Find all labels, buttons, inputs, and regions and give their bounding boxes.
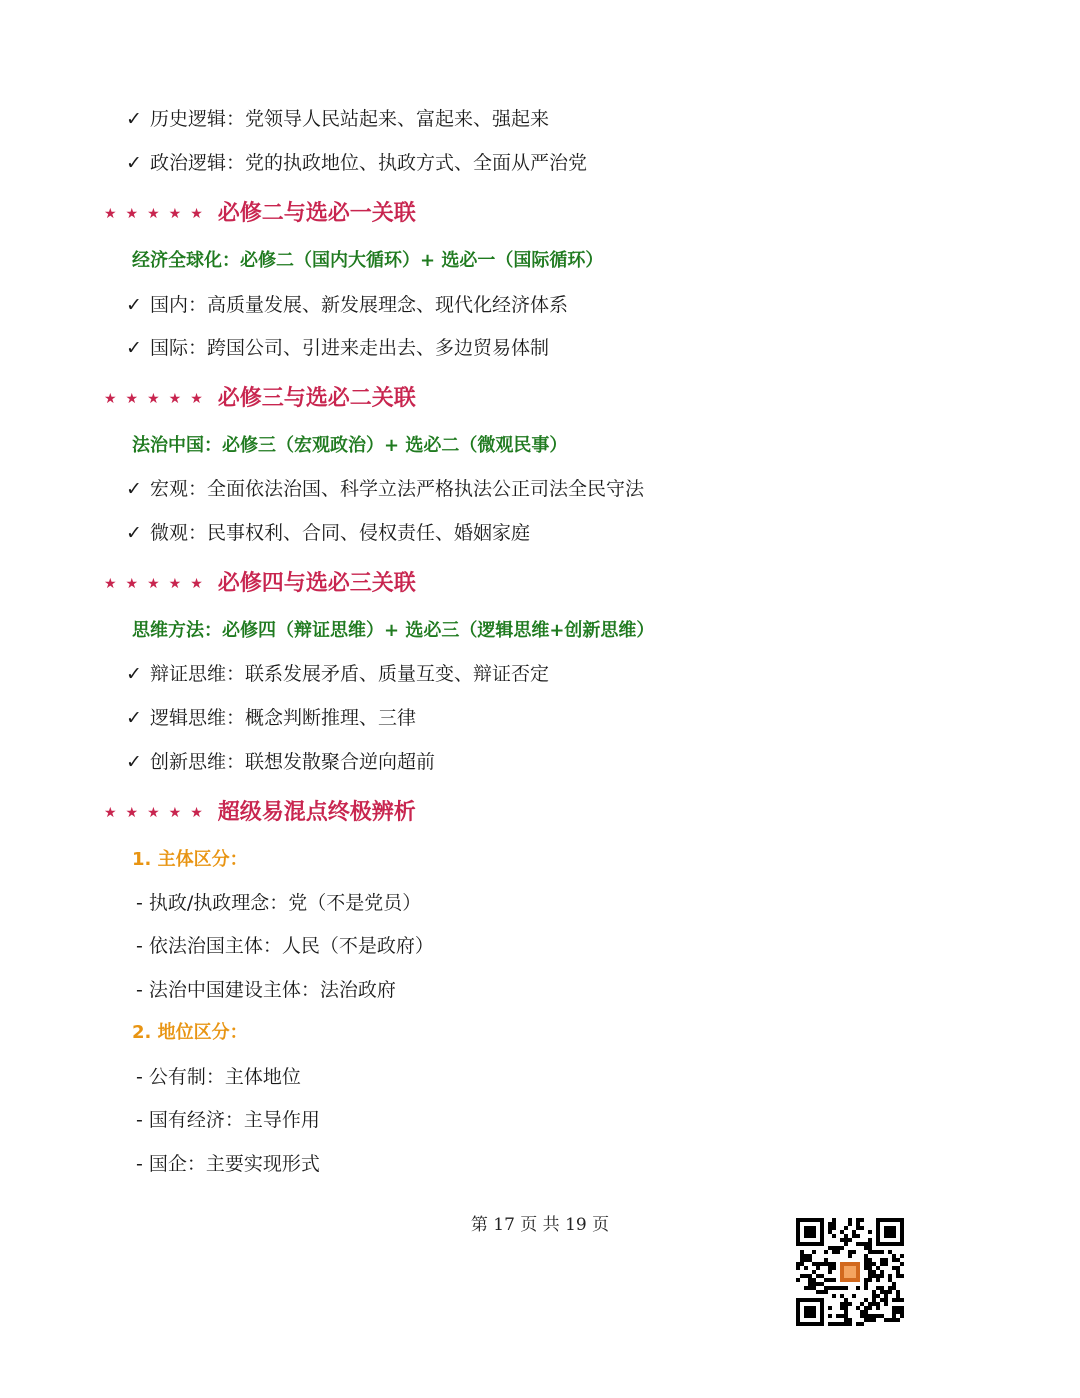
subheading: 思维方法：必修四（辩证思维）+ 选必三（逻辑思维+创新思维） bbox=[132, 620, 655, 641]
numbered-heading: 2. 地位区分： bbox=[132, 1022, 248, 1043]
check-item bbox=[126, 474, 644, 501]
numbered-heading: 1. 主体区分： bbox=[132, 849, 248, 870]
page-footer: 第 17 页 共 19 页 bbox=[470, 1215, 610, 1235]
checkmark-icon: ✓ bbox=[126, 522, 142, 544]
section-heading bbox=[104, 566, 416, 597]
subheading: 经济全球化：必修二（国内大循环）+ 选必一（国际循环） bbox=[132, 250, 604, 271]
check-item-text: 历史逻辑：党领导人民站起来、富起来、强起来 bbox=[150, 108, 550, 130]
section-heading-text: 必修三与选必二关联 bbox=[217, 386, 416, 411]
dash-item: - 依法治国主体：人民（不是政府） bbox=[136, 935, 434, 957]
section-heading bbox=[104, 381, 416, 412]
section-heading bbox=[104, 196, 416, 227]
dash-item: - 国企：主要实现形式 bbox=[136, 1153, 320, 1175]
check-item bbox=[126, 290, 568, 317]
check-item-text: 辩证思维：联系发展矛盾、质量互变、辩证否定 bbox=[150, 663, 550, 685]
checkmark-icon: ✓ bbox=[126, 294, 142, 316]
check-item bbox=[126, 518, 530, 545]
section-heading-text: 超级易混点终极辨析 bbox=[217, 800, 416, 825]
check-item-text: 创新思维：联想发散聚合逆向超前 bbox=[150, 751, 436, 773]
check-item-text: 政治逻辑：党的执政地位、执政方式、全面从严治党 bbox=[150, 152, 588, 174]
star-rating-icon: ★★★★★ bbox=[104, 576, 212, 592]
dash-item: - 国有经济：主导作用 bbox=[136, 1109, 320, 1131]
check-item bbox=[126, 333, 549, 360]
checkmark-icon: ✓ bbox=[126, 478, 142, 500]
dash-item: - 执政/执政理念：党（不是党员） bbox=[136, 892, 422, 914]
check-item bbox=[126, 148, 587, 175]
dash-item: - 公有制：主体地位 bbox=[136, 1066, 301, 1088]
qr-code-icon bbox=[796, 1218, 904, 1326]
checkmark-icon: ✓ bbox=[126, 108, 142, 130]
check-item bbox=[126, 659, 549, 686]
checkmark-icon: ✓ bbox=[126, 152, 142, 174]
check-item bbox=[126, 703, 416, 730]
section-heading bbox=[104, 795, 416, 826]
star-rating-icon: ★★★★★ bbox=[104, 391, 212, 407]
check-item-text: 国际：跨国公司、引进来走出去、多边贸易体制 bbox=[150, 337, 550, 359]
check-item bbox=[126, 747, 435, 774]
star-rating-icon: ★★★★★ bbox=[104, 805, 212, 821]
checkmark-icon: ✓ bbox=[126, 663, 142, 685]
section-heading-text: 必修四与选必三关联 bbox=[217, 571, 416, 596]
checkmark-icon: ✓ bbox=[126, 707, 142, 729]
section-heading-text: 必修二与选必一关联 bbox=[217, 201, 416, 226]
check-item-text: 国内：高质量发展、新发展理念、现代化经济体系 bbox=[150, 294, 569, 316]
dash-item: - 法治中国建设主体：法治政府 bbox=[136, 979, 396, 1001]
star-rating-icon: ★★★★★ bbox=[104, 206, 212, 222]
check-item bbox=[126, 104, 549, 131]
check-item-text: 微观：民事权利、合同、侵权责任、婚姻家庭 bbox=[150, 522, 531, 544]
checkmark-icon: ✓ bbox=[126, 337, 142, 359]
subheading: 法治中国：必修三（宏观政治）+ 选必二（微观民事） bbox=[132, 435, 568, 456]
checkmark-icon: ✓ bbox=[126, 751, 142, 773]
check-item-text: 逻辑思维：概念判断推理、三律 bbox=[150, 707, 417, 729]
check-item-text: 宏观：全面依法治国、科学立法严格执法公正司法全民守法 bbox=[150, 478, 645, 500]
